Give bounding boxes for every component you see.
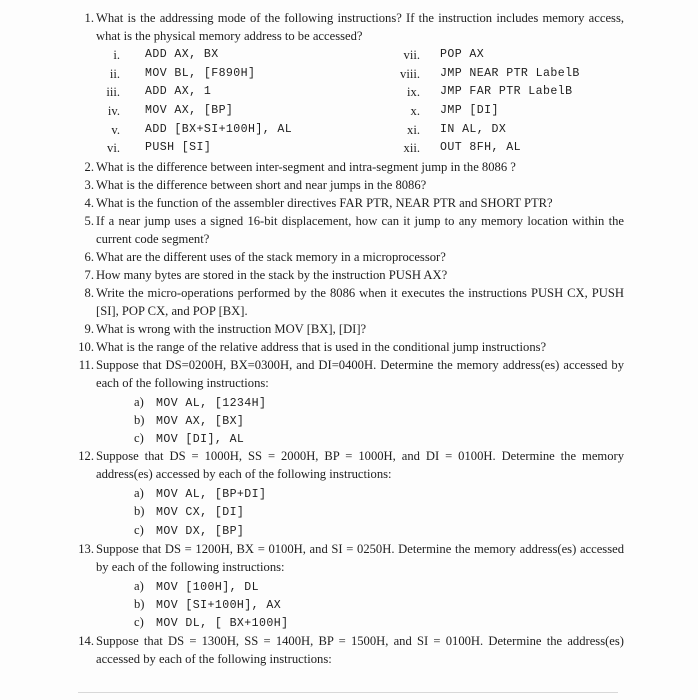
instruction-code: MOV AL, [1234H] <box>156 397 267 410</box>
instruction-code: JMP NEAR PTR LabelB <box>440 67 580 80</box>
instruction-item <box>134 613 288 633</box>
question-number: 13. <box>78 542 94 556</box>
question-number: 1. <box>84 11 94 25</box>
item-label: c) <box>134 615 144 629</box>
question-text: What are the different uses of the stack memory in a microprocessor? <box>96 250 446 264</box>
question-9 <box>84 320 624 338</box>
question-number: 12. <box>78 449 94 463</box>
item-numeral: xi. <box>407 123 420 137</box>
instruction-code: MOV [100H], DL <box>156 581 260 594</box>
question-number: 8. <box>84 286 94 300</box>
question-number: 9. <box>84 322 94 336</box>
instruction-code: MOV AX, [BP] <box>145 104 234 117</box>
question-14 <box>78 632 624 668</box>
instruction-code: MOV AL, [BP+DI] <box>156 488 267 501</box>
item-numeral: v. <box>111 123 120 137</box>
question-text: Suppose that DS = 1300H, SS = 1400H, BP = 1500H, and SI = 0100H. Determine the address(es) accessed by each of the following instructions: <box>96 634 624 667</box>
question-7 <box>84 266 624 284</box>
question-2 <box>84 158 624 176</box>
item-numeral: vii. <box>403 48 420 62</box>
instruction-code: JMP [DI] <box>440 104 499 117</box>
instruction-code: ADD [BX+SI+100H], AL <box>145 123 293 136</box>
question-text: How many bytes are stored in the stack by the instruction PUSH AX? <box>96 268 448 282</box>
instruction-code: MOV [DI], AL <box>156 433 245 446</box>
question-10 <box>78 338 624 356</box>
question-1 <box>84 9 624 45</box>
question-text: What is the difference between inter-segment and intra-segment jump in the 8086 ? <box>96 160 516 174</box>
page-divider <box>78 692 618 693</box>
item-label: b) <box>134 597 145 611</box>
instruction-item <box>134 521 244 541</box>
item-numeral: iii. <box>106 85 120 99</box>
question-text: What is the function of the assembler directives FAR PTR, NEAR PTR and SHORT PTR? <box>96 196 553 210</box>
item-numeral: i. <box>113 48 120 62</box>
item-label: a) <box>134 486 144 500</box>
question-11 <box>78 356 624 392</box>
question-number: 5. <box>84 214 94 228</box>
instruction-code: OUT 8FH, AL <box>440 141 521 154</box>
instruction-code: IN AL, DX <box>440 123 507 136</box>
question-number: 3. <box>84 178 94 192</box>
question-text: What is the addressing mode of the following instructions? If the instruction includes memory access, what is the physical memory address to be accessed? <box>96 11 624 44</box>
question-12 <box>78 447 624 483</box>
instruction-code: PUSH [SI] <box>145 141 212 154</box>
item-numeral: x. <box>410 104 420 118</box>
question-text: If a near jump uses a signed 16-bit displacement, how can it jump to any memory location within the current code segment? <box>96 214 624 247</box>
question-number: 14. <box>78 634 94 648</box>
question-text: Write the micro-operations performed by the 8086 when it executes the instructions PUSH CX, PUSH [SI], POP CX, and POP [BX]. <box>96 286 624 319</box>
question-text: What is the range of the relative address that is used in the conditional jump instructions? <box>96 340 547 354</box>
item-label: a) <box>134 579 144 593</box>
question-text: What is wrong with the instruction MOV [BX], [DI]? <box>96 322 367 336</box>
question-text: Suppose that DS = 1200H, BX = 0100H, and SI = 0250H. Determine the memory address(es) accessed by each of the following instructions: <box>96 542 624 575</box>
instruction-code: JMP FAR PTR LabelB <box>440 85 573 98</box>
question-13 <box>78 540 624 576</box>
instruction-code: ADD AX, BX <box>145 48 219 61</box>
instruction-code: MOV BL, [F890H] <box>145 67 256 80</box>
item-label: b) <box>134 413 145 427</box>
question-number: 2. <box>84 160 94 174</box>
instruction-code: MOV DX, [BP] <box>156 525 245 538</box>
item-numeral: ii. <box>109 67 120 81</box>
instruction-item <box>134 502 244 522</box>
item-numeral: iv. <box>107 104 120 118</box>
instruction-code: POP AX <box>440 48 485 61</box>
item-label: c) <box>134 431 144 445</box>
item-numeral: ix. <box>407 85 420 99</box>
instruction-code: MOV CX, [DI] <box>156 506 245 519</box>
question-text: Suppose that DS = 1000H, SS = 2000H, BP = 1000H, and DI = 0100H. Determine the memory address(es) accessed by each of the following instructions: <box>96 449 624 482</box>
question-number: 10. <box>78 340 94 354</box>
question-4 <box>84 194 624 212</box>
item-label: b) <box>134 504 145 518</box>
question-number: 4. <box>84 196 94 210</box>
instruction-code: MOV DL, [ BX+100H] <box>156 617 289 630</box>
instruction-code: ADD AX, 1 <box>145 85 212 98</box>
question-5 <box>84 212 624 248</box>
question-text: What is the difference between short and near jumps in the 8086? <box>96 178 427 192</box>
item-label: c) <box>134 523 144 537</box>
item-numeral: viii. <box>400 67 420 81</box>
item-numeral: xii. <box>403 141 420 155</box>
question-number: 7. <box>84 268 94 282</box>
question-text: Suppose that DS=0200H, BX=0300H, and DI=0400H. Determine the memory address(es) accessed by each of the following instructions: <box>96 358 624 391</box>
question-number: 11. <box>78 358 94 372</box>
question-6 <box>84 248 624 266</box>
question-3 <box>84 176 624 194</box>
item-label: a) <box>134 395 144 409</box>
instruction-code: MOV AX, [BX] <box>156 415 245 428</box>
question-8 <box>84 284 624 320</box>
question-number: 6. <box>84 250 94 264</box>
instruction-code: MOV [SI+100H], AX <box>156 599 282 612</box>
item-numeral: vi. <box>107 141 120 155</box>
